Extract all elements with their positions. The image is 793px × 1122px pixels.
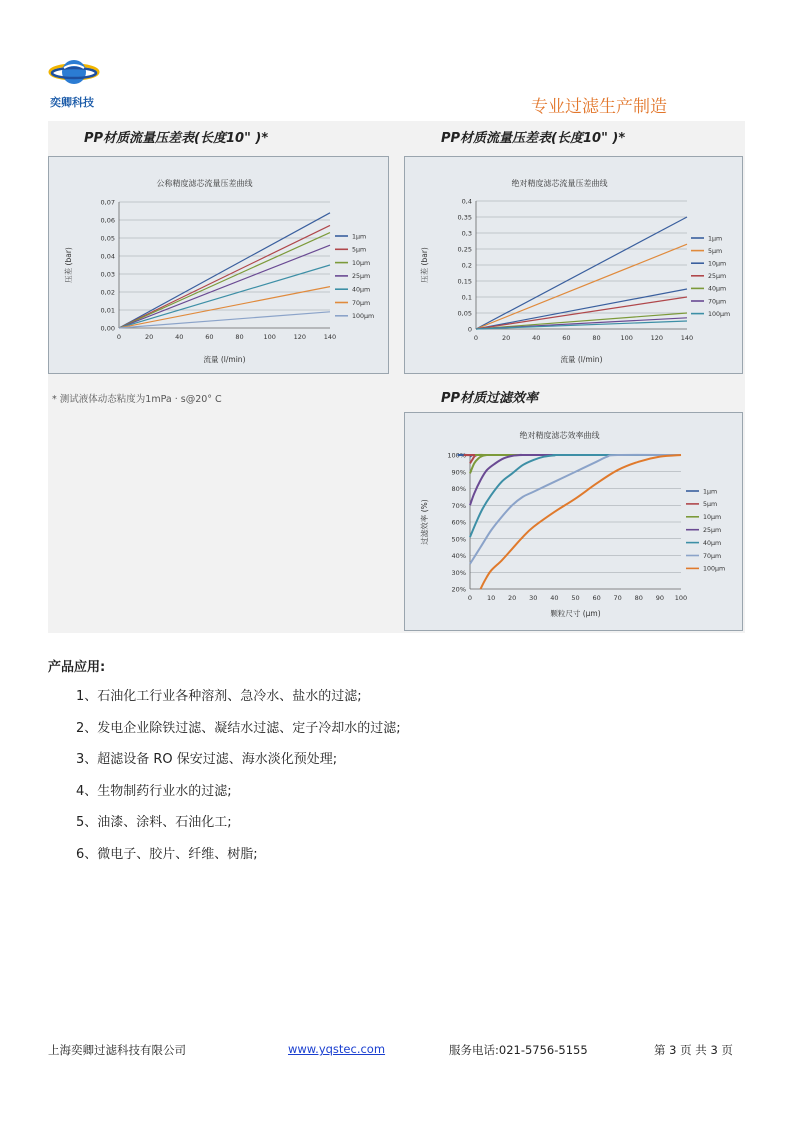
y-tick-label: 0,15 [457,277,472,286]
series-line [476,313,687,329]
x-tick-label: 40 [550,594,559,602]
x-tick-label: 10 [486,594,496,602]
section-title-efficiency: PP材质过滤效率 [441,391,539,406]
y-tick-label: 0,06 [100,216,115,225]
x-tick-label: 80 [235,333,244,341]
footer-page-number: 第 3 页 共 3 页 [654,1043,733,1057]
x-tick-label: 60 [205,333,214,341]
footer-phone: 服务电话:021-5756-5155 [449,1043,588,1057]
x-tick-label: 20 [502,334,511,342]
list-item: 2、发电企业除铁过滤、凝结水过滤、定子冷却水的过滤; [76,720,401,736]
legend-label: 25μm [703,527,722,534]
y-tick-label: 0,01 [100,306,115,315]
list-item: 1、石油化工行业各种溶剂、急冷水、盐水的过滤; [76,689,362,704]
legend-label: 40μm [708,285,727,293]
y-tick-label: 0,35 [457,213,472,222]
series-line [476,244,687,329]
x-tick-label: 40 [175,333,184,341]
footer-company: 上海奕卿过滤科技有限公司 [48,1043,186,1057]
legend-label: 1μm [352,233,367,241]
legend-label: 40μm [352,286,371,294]
applications-title: 产品应用: [48,660,106,675]
x-tick-label: 50 [571,594,580,602]
legend-label: 1μm [708,235,723,243]
x-tick-label: 100 [263,333,276,341]
legend-label: 100μm [352,313,375,321]
legend-label: 25μm [708,273,727,281]
y-tick-label: 60% [451,518,466,527]
x-tick-label: 120 [293,333,307,341]
logo-icon [48,56,102,96]
x-tick-label: 90 [655,594,665,602]
y-tick-label: 0,05 [100,234,115,243]
legend-label: 70μm [708,298,727,306]
legend-label: 10μm [703,514,722,522]
y-tick-label: 40% [451,552,466,560]
footer-website-wrap [288,1042,385,1056]
y-tick-label: 0,04 [100,252,115,261]
y-tick-label: 0,07 [100,198,115,207]
y-tick-label: 0,25 [457,245,472,254]
logo-text: 奕卿科技 [50,96,94,109]
applications-list [76,685,401,874]
legend-label: 40μm [703,539,722,547]
y-tick-label: 30% [451,568,466,577]
chart-panel-efficiency [404,412,743,631]
series-line [119,213,330,328]
x-tick-label: 0 [473,334,479,342]
series-line [470,455,681,564]
chart-nominal [49,157,390,375]
x-tick-label: 20 [145,333,154,341]
section-title-nominal: PP材质流量压差表(长度10" )* [84,131,269,146]
legend-label: 100μm [703,565,726,573]
x-tick-label: 80 [634,594,643,602]
slogan: 专业过滤生产制造 [531,97,667,117]
y-tick-label: 0,05 [457,309,472,318]
series-line [119,245,330,328]
y-axis-label: 压差 (bar) [420,247,429,283]
y-tick-label: 50% [451,535,466,544]
y-axis-label: 过滤效率 (%) [420,499,429,545]
chart-title: 公称精度滤芯流量压差曲线 [156,179,253,188]
x-axis-label: 流量 (l/min) [560,355,603,364]
y-tick-label: 0,03 [100,270,115,279]
x-tick-label: 60 [562,334,571,342]
y-tick-label: 0,00 [100,324,115,333]
list-item: 3、超滤设备 RO 保安过滤、海水淡化预处理; [76,752,338,767]
list-item: 4、生物制药行业水的过滤; [76,783,232,799]
section-title-absolute: PP材质流量压差表(长度10" )* [441,131,626,146]
chart-absolute [405,157,744,375]
x-tick-label: 30 [529,594,538,602]
x-tick-label: 140 [323,333,337,341]
legend-label: 25μm [352,273,371,281]
y-tick-label: 0,1 [461,293,472,302]
legend-label: 100μm [708,310,731,318]
legend-label: 5μm [703,501,718,509]
chart-title: 绝对精度滤芯流量压差曲线 [511,179,608,188]
y-tick-label: 100% [447,451,466,460]
footer-website-link[interactable]: www.yqstec.com [288,1042,386,1056]
x-tick-label: 70 [613,594,622,602]
x-tick-label: 80 [592,334,601,342]
series-line [119,265,330,328]
legend-label: 5μm [708,247,723,255]
legend-label: 70μm [352,299,371,307]
y-tick-label: 0,4 [461,197,472,206]
legend-label: 5μm [352,246,367,254]
x-tick-label: 120 [650,334,664,342]
chart-efficiency [405,413,744,632]
legend-label: 1μm [703,488,718,496]
x-tick-label: 0 [116,333,122,341]
y-tick-label: 0 [467,325,472,334]
y-tick-label: 0,2 [461,261,472,270]
x-axis-label: 流量 (l/min) [203,355,246,364]
series-line [470,455,681,537]
y-tick-label: 80% [451,485,466,493]
x-tick-label: 100 [674,594,688,602]
y-tick-label: 20% [451,585,466,594]
y-tick-label: 90% [451,468,466,477]
y-tick-label: 70% [451,501,466,510]
legend-label: 10μm [352,259,371,267]
y-axis-label: 压差 (bar) [64,247,73,283]
series-line [119,287,330,328]
test-note: * 测试液体动态粘度为1mPa · s@20° C [52,394,222,405]
chart-panel-absolute [404,156,743,374]
series-line [476,217,687,329]
x-tick-label: 20 [508,594,517,602]
list-item: 5、油漆、涂料、石油化工; [76,815,232,830]
series-line [476,321,687,329]
x-tick-label: 0 [467,594,473,602]
series-line [119,225,330,328]
x-tick-label: 100 [620,334,633,342]
x-tick-label: 60 [592,594,601,602]
y-tick-label: 0,02 [100,288,115,297]
chart-title: 绝对精度滤芯效率曲线 [519,431,600,440]
x-tick-label: 40 [532,334,541,342]
list-item: 6、微电子、胶片、纤维、树脂; [76,846,258,862]
legend-label: 70μm [703,552,722,560]
y-tick-label: 0,3 [461,229,472,238]
x-tick-label: 140 [680,334,694,342]
chart-panel-nominal [48,156,389,374]
x-axis-label: 颗粒尺寸 (μm) [550,609,601,618]
legend-label: 10μm [708,260,727,268]
